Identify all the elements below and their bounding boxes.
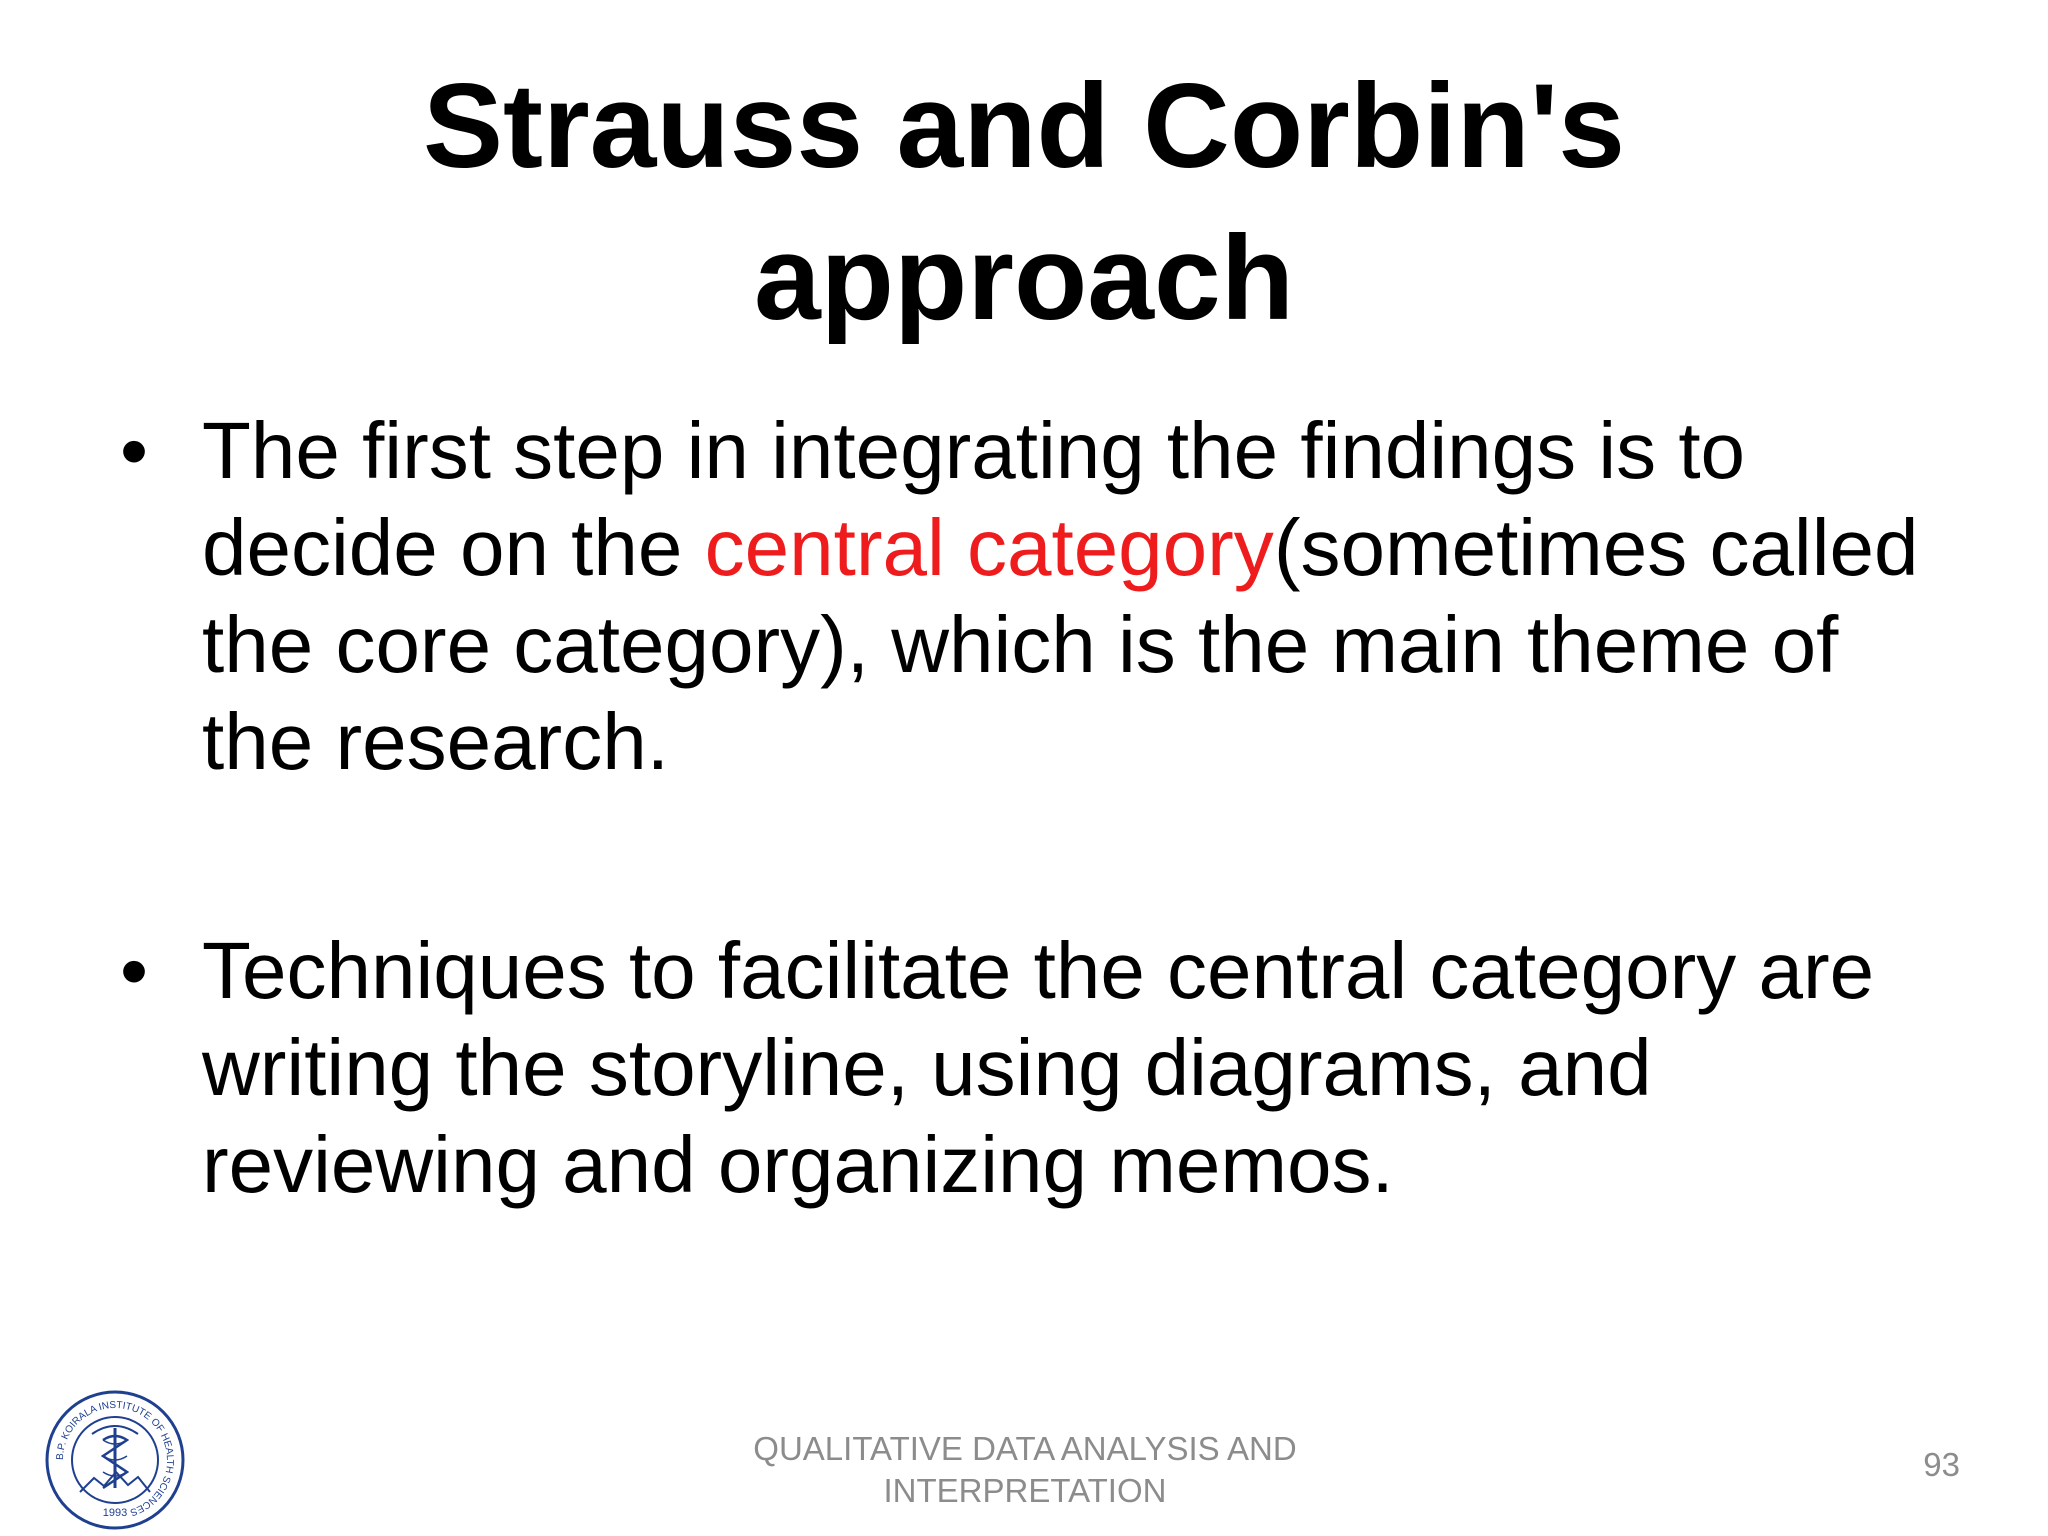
seal-graphic [20,1388,210,1532]
bullet-1-line-3-text: the core category), which is the main theme of [202,600,1839,689]
bullet-1-line-2 [202,499,1950,596]
bullet-2-line-2 [202,1019,1950,1116]
bullet-1-line-3 [202,596,1950,693]
footer-line-2: INTERPRETATION [883,1472,1167,1509]
bullet-marker: • [120,406,149,495]
bullet-marker: • [120,926,149,1015]
bullet-2-line-3 [202,1116,1950,1213]
seal-ring-text: B.P. KOIRALA INSTITUTE OF HEALTH SCIENCES [54,1399,176,1518]
title-line-2: approach [753,211,1295,345]
central-category-highlight: central category [704,503,1274,592]
bullet-2-line-1-text: Techniques to facilitate the central category are [202,926,1875,1015]
bullet-1-line-1 [202,402,1950,499]
slide-footer [700,1428,1350,1512]
slide-title [224,50,1824,354]
bullet-2-line-3-text: reviewing and organizing memos. [202,1120,1394,1209]
bullet-2-line-1 [202,922,1950,1019]
title-line-1: Strauss and Corbin's [422,59,1626,193]
institute-seal-icon [20,1388,210,1532]
slide-number: 93 [1923,1446,1960,1483]
bullet-1-line-4-text: the research. [202,697,669,786]
footer-line-1: QUALITATIVE DATA ANALYSIS AND [753,1430,1297,1467]
bullet-2-line-2-text: writing the storyline, using diagrams, and [202,1023,1652,1112]
bullet-1-line-2-text-a: decide on the [202,503,705,592]
bullet-1-line-4 [202,693,1950,790]
bullet-1-line-1-text: The first step in integrating the findings is to [202,406,1746,495]
bullet-text [202,922,1950,1213]
bullet-1-line-2-text-b: (sometimes called [1273,503,1919,592]
seal-year: 1993 [102,1507,128,1519]
bullet-text [202,402,1950,790]
